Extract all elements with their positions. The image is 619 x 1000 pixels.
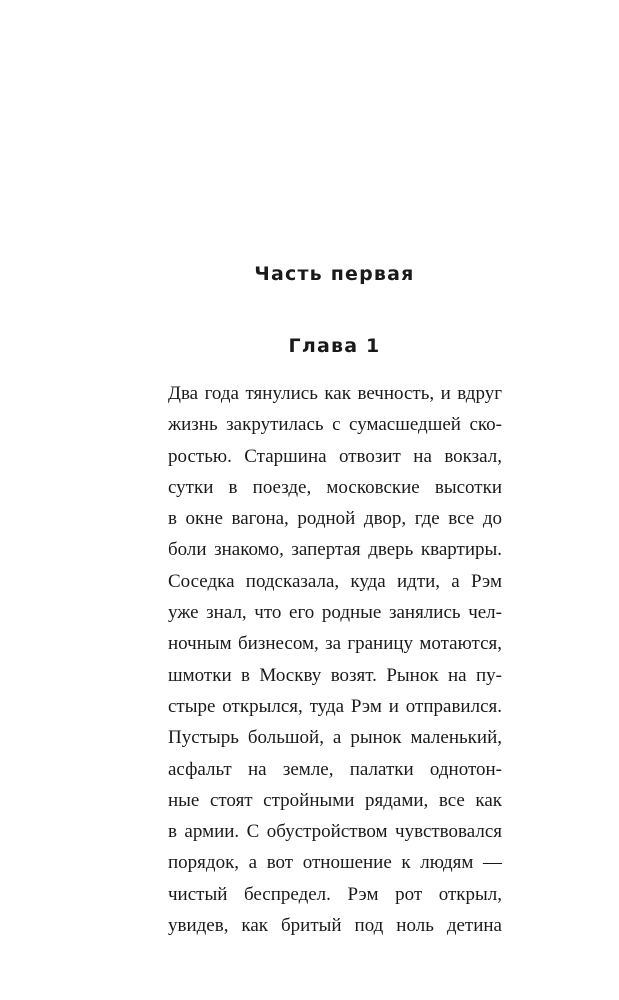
part-title: Часть первая [254, 263, 415, 285]
text-line: жизнь закрутилась с сумасшедшей ско- [168, 414, 502, 436]
text-line: асфальт на земле, палатки однотон- [168, 758, 502, 780]
text-line: сутки в поезде, московские высотки [168, 476, 502, 498]
chapter-title: Глава 1 [288, 335, 381, 357]
text-line: в окне вагона, родной двор, где все до [168, 508, 502, 530]
text-line: Соседка подсказала, куда идти, а Рэм [168, 570, 502, 592]
text-line: в армии. С обустройством чувствовался [168, 821, 502, 843]
text-line: ночным бизнесом, за границу мотаются, [168, 633, 502, 655]
text-line: чистый беспредел. Рэм рот открыл, [168, 883, 502, 905]
text-line: боли знакомо, запертая дверь квартиры. [168, 539, 502, 561]
text-line: стыре открылся, туда Рэм и отправился. [168, 695, 502, 717]
chapter-text [168, 378, 502, 941]
text-line: ростью. Старшина отвозит на вокзал, [168, 445, 502, 467]
text-line: увидев, как бритый под ноль детина [168, 915, 502, 937]
text-line: Два года тянулись как вечность, и вдруг [168, 383, 502, 404]
text-line: ные стоят стройными рядами, все как [168, 789, 502, 811]
text-line: уже знал, что его родные занялись чел- [168, 602, 502, 624]
text-line: Пустырь большой, а рынок маленький, [168, 727, 502, 749]
text-line: шмотки в Москву возят. Рынок на пу- [168, 664, 502, 686]
text-line: порядок, а вот отношение к людям — [168, 852, 502, 874]
